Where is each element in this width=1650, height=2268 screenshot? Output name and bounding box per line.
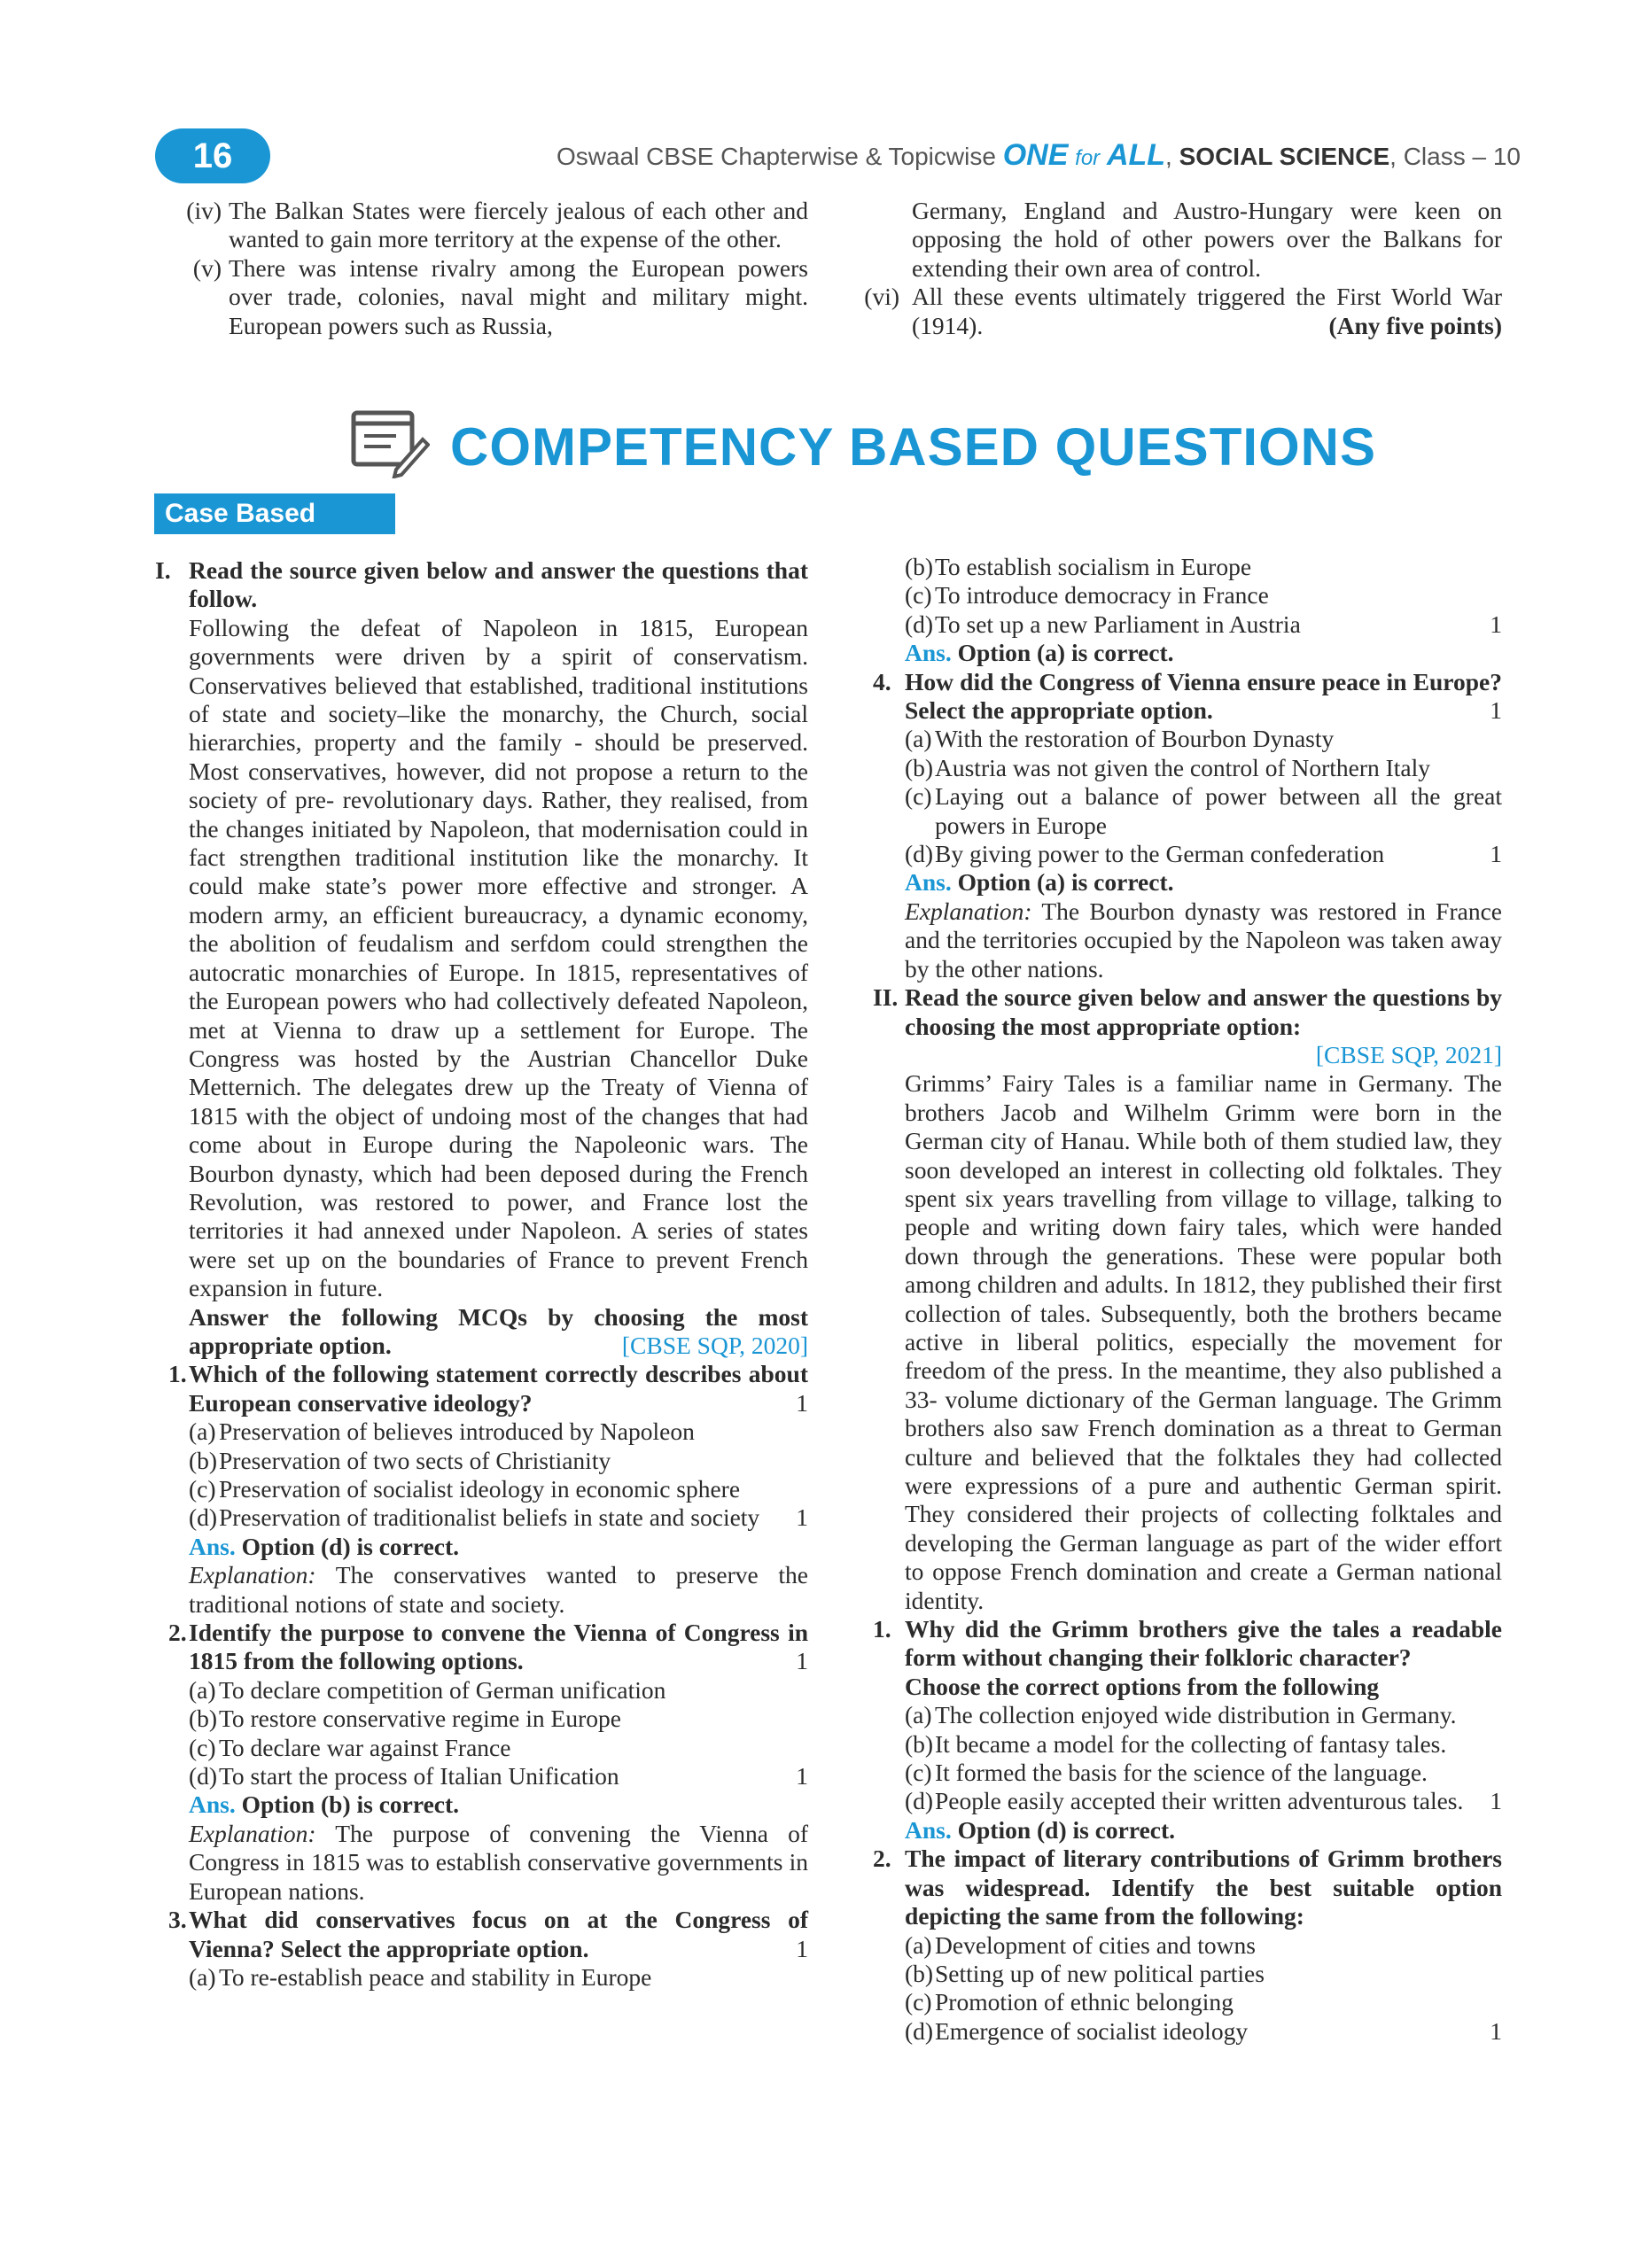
option: [905, 1931, 1502, 1960]
case-number: II.: [873, 983, 899, 1012]
option: [189, 1475, 808, 1503]
item-text: The Balkan States were fiercely jealous of each other and wanted to gain more territory at the expense of the other.: [229, 197, 808, 253]
option-text: By giving power to the German confederation: [935, 840, 1385, 868]
instruction-text: Answer the following MCQs by choosing the most appropriate option.: [189, 1302, 808, 1359]
page-number-badge: 16: [155, 128, 270, 183]
option-label: (c): [905, 1988, 932, 2016]
subject-text: SOCIAL SCIENCE: [1179, 143, 1390, 170]
question-text: The impact of literary contributions of Grimm brothers was widespread. Identify the best suitable option depicting the same from the following:: [905, 1845, 1502, 1930]
answer-text: Option (d) is correct.: [957, 1815, 1176, 1844]
left-column: [155, 556, 808, 1992]
option-text: To declare competition of German unification: [219, 1675, 666, 1704]
option-label: (b): [189, 1705, 218, 1733]
answer-label: Ans.: [189, 1532, 236, 1560]
list-item: [864, 283, 1502, 340]
case-based-tag: Case Based MCQs: [154, 493, 395, 534]
case-heading-text: Read the source given below and answer the questions that follow.: [189, 556, 808, 613]
option-label: (d): [189, 1503, 218, 1532]
list-item: [168, 254, 808, 340]
option-text: Preservation of believes introduced by Napoleon: [219, 1418, 695, 1446]
option-text: To declare war against France: [219, 1733, 511, 1761]
answer-label: Ans.: [905, 868, 952, 897]
question-number: 1.: [168, 1360, 187, 1388]
top-right-column: [864, 197, 1502, 340]
option-label: (c): [189, 1475, 216, 1503]
option-label: (b): [905, 1959, 934, 1987]
source-tag: [CBSE SQP, 2021]: [1315, 1040, 1502, 1068]
option: [905, 782, 1502, 840]
option-label: (a): [905, 725, 932, 753]
marks: 1: [1490, 696, 1502, 725]
marks: 1: [796, 1934, 808, 1962]
any-five-note: (Any five points): [1328, 312, 1502, 340]
marks: 1: [1490, 2016, 1502, 2045]
option: [189, 1503, 808, 1532]
option: [189, 1705, 808, 1733]
answer-text: Option (a) is correct.: [957, 868, 1174, 897]
option: [905, 1787, 1502, 1815]
case-passage: Grimms’ Fairy Tales is a familiar name in Germany. The brothers Jacob and Wilhelm Grimm were born in the German city of Hanau. While both of them studied law, they soon developed an interest in collecting old folktales. They spent six years travelling from village to village, talking to people and writing down fairy tales, which were handed down through the generations. These were popular both among children and adults. In 1812, they published their first collection of tales. Subsequently, both the brothers became active in liberal politics, especially the movement for freedom of the press. In the meantime, they also published a 33- volume dictionary of the German language. The Grimm brothers also saw French domination as a threat to German culture and believed that the folktales they had collected were expressions of a pure and authentic German spirit. They considered their projects of collecting folktales and developing the German language as part of the wider effort to oppose French domination and create a German national identity.: [905, 1069, 1502, 1614]
class-text: , Class – 10: [1389, 143, 1521, 170]
option: [189, 1676, 808, 1705]
option: [905, 754, 1502, 782]
option-label: (b): [189, 1446, 218, 1474]
option-label: (b): [905, 1729, 934, 1758]
question: [168, 1619, 808, 1676]
option-text: Setting up of new political parties: [935, 1959, 1265, 1987]
marks: 1: [796, 1647, 808, 1675]
option: [189, 1734, 808, 1762]
option-label: (a): [189, 1675, 216, 1704]
question: [873, 1615, 1502, 1673]
option: [905, 1759, 1502, 1787]
item-text: All these events ultimately triggered the First World War (1914).: [912, 283, 1502, 339]
top-left-column: [168, 197, 808, 340]
option-text: Preservation of traditionalist beliefs in state and society: [219, 1503, 760, 1532]
marks: 1: [1490, 610, 1502, 638]
option-label: (c): [905, 581, 932, 610]
option-label: (c): [905, 1759, 932, 1787]
option: [905, 610, 1502, 639]
explanation-label: Explanation:: [905, 897, 1032, 925]
question-text: Identify the purpose to convene the Vienna of Congress in 1815 from the following options.: [189, 1619, 808, 1675]
option-text: To establish socialism in Europe: [935, 553, 1252, 580]
question: [168, 1360, 808, 1418]
question-text: What did conservatives focus on at the Congress of Vienna? Select the appropriate option.: [189, 1906, 808, 1962]
marks: 1: [796, 1762, 808, 1790]
source-tag: [CBSE SQP, 2020]: [621, 1331, 808, 1359]
item-text: There was intense rivalry among the European powers over trade, colonies, naval might and military might. European powers such as Russia,: [229, 253, 808, 339]
option: [189, 1762, 808, 1790]
option-text: To restore conservative regime in Europe: [219, 1705, 621, 1733]
answer-text: Option (d) is correct.: [241, 1532, 460, 1560]
answer-text: Option (a) is correct.: [957, 639, 1174, 667]
brand-for: for: [1075, 146, 1101, 170]
option-label: (a): [905, 1701, 932, 1729]
question-number: 4.: [873, 667, 891, 695]
option: [905, 1988, 1502, 2016]
option-text: It became a model for the collecting of fantasy tales.: [935, 1729, 1447, 1758]
question-number: 1.: [873, 1615, 891, 1643]
option-label: (d): [189, 1762, 218, 1790]
option-text: Promotion of ethnic belonging: [935, 1988, 1234, 2016]
answer: [189, 1533, 808, 1561]
brand-comma: ,: [1165, 143, 1172, 170]
option-text: Laying out a balance of power between all the great powers in Europe: [935, 782, 1502, 839]
option-label: (c): [905, 782, 932, 811]
explanation-label: Explanation:: [189, 1561, 316, 1589]
option: [905, 1701, 1502, 1729]
answer: [905, 639, 1502, 667]
question: [873, 668, 1502, 726]
continuation-text: Germany, England and Austro-Hungary were keen on opposing the hold of other powers over the Balkans for extending their own area of control.: [912, 197, 1502, 282]
option-text: The collection enjoyed wide distribution in Germany.: [935, 1701, 1457, 1729]
option: [189, 1447, 808, 1475]
option-text: To re-establish peace and stability in Europe: [219, 1962, 652, 1991]
option-label: (d): [905, 2016, 934, 2045]
answer: [905, 868, 1502, 897]
option-text: It formed the basis for the science of the language.: [935, 1759, 1428, 1787]
item-number: (v): [192, 253, 222, 282]
section-title: COMPETENCY BASED QUESTIONS: [450, 417, 1377, 477]
option: [189, 1963, 808, 1992]
option: [905, 1730, 1502, 1759]
case-heading: [873, 983, 1502, 1041]
option-text: To start the process of Italian Unification: [219, 1762, 619, 1790]
choose-instruction: Choose the correct options from the following: [905, 1672, 1380, 1700]
question-number: 2.: [873, 1845, 891, 1873]
marks: 1: [796, 1503, 808, 1532]
item-number: (vi): [864, 283, 899, 311]
option-label: (d): [905, 840, 934, 868]
explanation-text: The purpose of convening the Vienna of Congress in 1815 was to establish conservative governments in European nations.: [189, 1819, 808, 1905]
question-text: Why did the Grimm brothers give the tales a readable form without changing their folkloric character?: [905, 1615, 1502, 1672]
question-text: How did the Congress of Vienna ensure peace in Europe? Select the appropriate option.: [905, 667, 1502, 725]
option-label: (b): [905, 753, 934, 781]
option-text: To set up a new Parliament in Austria: [935, 610, 1301, 638]
option: [905, 581, 1502, 610]
question: [873, 1845, 1502, 1930]
list-item: [168, 197, 808, 254]
brand-all: ALL: [1106, 138, 1166, 172]
option: [905, 553, 1502, 581]
option-label: (a): [189, 1962, 216, 1991]
item-number: (iv): [186, 197, 222, 224]
option: [905, 725, 1502, 753]
question-number: 2.: [168, 1619, 187, 1647]
case-heading-text: Read the source given below and answer the questions by choosing the most appropriate option:: [905, 983, 1502, 1040]
case-passage: Following the defeat of Napoleon in 1815, European governments were driven by a spirit of conservatism. Conservatives believed that established, traditional institutions of state and society–like the monarchy, the Church, social hierarchies, property and the family - should be preserved. Most conservatives, however, did not propose a return to the society of pre- revolutionary days. Rather, they realised, from the changes initiated by Napoleon, that modernisation could in fact strengthen traditional institution like the monarchy. It could make state’s power more effective and stronger. A modern army, an efficient bureaucracy, a dynamic economy, the abolition of feudalism and serfdom could strengthen the autocratic monarchies of Europe. In 1815, representatives of the European powers who had collectively defeated Napoleon, met at Vienna to draw up a settlement for Europe. The Congress was hosted by the Austrian Chancellor Duke Metternich. The delegates drew up the Treaty of Vienna of 1815 with the object of undoing most of the changes that had come about in Europe during the Napoleonic wars. The Bourbon dynasty, which had been deposed during the French Revolution, was restored to power, and France lost the territories it had annexed under Napoleon. A series of states were set up on the boundaries of France to prevent French expansion in future.: [189, 613, 808, 1302]
option-label: (a): [905, 1930, 932, 1959]
question: [168, 1906, 808, 1963]
option-text: Emergence of socialist ideology: [935, 2016, 1249, 2045]
explanation-text: The Bourbon dynasty was restored in France and the territories occupied by the Napoleon was taken away by the other nations.: [905, 897, 1502, 983]
marks: 1: [1490, 1787, 1502, 1815]
brand-one: ONE: [1002, 138, 1069, 172]
option-label: (a): [189, 1418, 216, 1446]
question-number: 3.: [168, 1906, 187, 1934]
option-label: (d): [905, 1787, 934, 1815]
option-text: To introduce democracy in France: [935, 581, 1269, 610]
explanation: [905, 897, 1502, 983]
right-column: [873, 553, 1502, 2046]
option: [905, 1960, 1502, 1988]
option-label: (c): [189, 1733, 216, 1761]
option-text: Preservation of two sects of Christianity: [219, 1446, 611, 1474]
answer: [905, 1816, 1502, 1845]
answer-label: Ans.: [189, 1790, 236, 1819]
option-text: Preservation of socialist ideology in economic sphere: [219, 1475, 741, 1503]
explanation: [189, 1820, 808, 1906]
case-instruction: [168, 1303, 808, 1361]
answer: [189, 1790, 808, 1819]
explanation: [189, 1561, 808, 1619]
option: [905, 2017, 1502, 2046]
marks: 1: [796, 1388, 808, 1417]
publisher-text: Oswaal CBSE Chapterwise & Topicwise: [556, 143, 996, 170]
option: [189, 1418, 808, 1446]
answer-text: Option (b) is correct.: [241, 1790, 460, 1819]
option: [905, 840, 1502, 868]
option-label: (b): [905, 553, 934, 580]
question-text: Which of the following statement correctly describes about European conservative ideology?: [189, 1360, 808, 1417]
running-header: [556, 138, 1521, 173]
option-text: With the restoration of Bourbon Dynasty: [935, 725, 1335, 753]
explanation-text: The conservatives wanted to preserve the traditional notions of state and society.: [189, 1561, 808, 1618]
option-text: Austria was not given the control of Northern Italy: [935, 753, 1431, 781]
case-number: I.: [155, 556, 171, 584]
notepad-pencil-icon: [350, 408, 430, 478]
explanation-label: Explanation:: [189, 1819, 316, 1847]
marks: 1: [1490, 840, 1502, 868]
option-text: Development of cities and towns: [935, 1930, 1256, 1959]
option-label: (d): [905, 610, 934, 638]
answer-label: Ans.: [905, 1815, 952, 1844]
answer-label: Ans.: [905, 639, 952, 667]
option-text: People easily accepted their written adventurous tales.: [935, 1787, 1464, 1815]
case-heading: [155, 556, 808, 614]
